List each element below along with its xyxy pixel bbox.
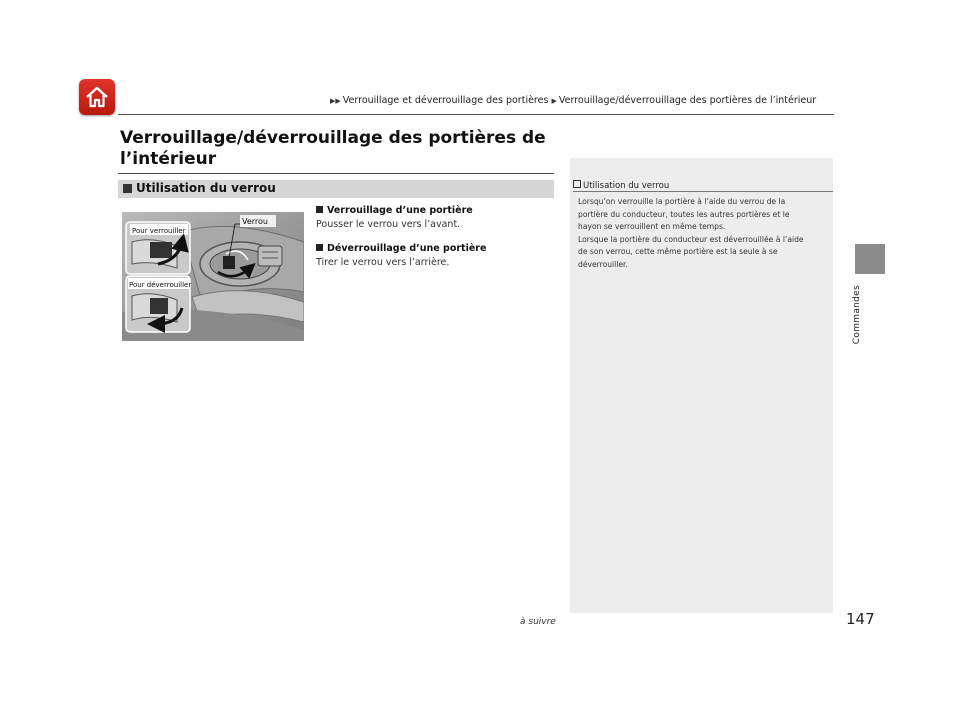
lock-heading-text: Verrouillage d’une portière	[327, 205, 473, 216]
title-divider	[118, 173, 554, 174]
home-button[interactable]	[79, 79, 115, 115]
note-marker-icon	[573, 180, 581, 188]
chapter-tab-label[interactable]: Commandes	[852, 285, 862, 345]
breadcrumb-arrow-icon: ▶▶	[330, 97, 341, 105]
note-text	[578, 196, 818, 271]
note-title	[573, 180, 669, 191]
breadcrumb-item-1[interactable]: Verrouillage et déverrouillage des portières	[342, 95, 549, 106]
square-bullet-icon	[316, 244, 323, 251]
note-line: Lorsqu’on verrouille la portière à l’aide du verrou de la	[578, 197, 786, 206]
note-line: hayon se verrouillent en même temps.	[578, 222, 726, 231]
continued-label: à suivre	[520, 617, 556, 627]
breadcrumb-arrow-icon: ▶	[551, 97, 557, 105]
unlock-text: Tirer le verrou vers l’arrière.	[316, 257, 450, 268]
page-number: 147	[846, 610, 875, 628]
door-lock-illustration	[122, 212, 304, 341]
label-pour-verrouiller: Pour verrouiller	[132, 227, 186, 235]
note-title-text: Utilisation du verrou	[583, 181, 670, 191]
lock-text: Pousser le verrou vers l’avant.	[316, 219, 461, 230]
square-bullet-icon	[123, 184, 132, 193]
note-line: Lorsque la portière du conducteur est déverrouillée à l’aide	[578, 234, 804, 244]
page-title: Verrouillage/déverrouillage des portières de l’intérieur	[120, 128, 546, 169]
unlock-heading	[316, 243, 486, 254]
unlock-heading-text: Déverrouillage d’une portière	[327, 243, 487, 254]
square-bullet-icon	[316, 206, 323, 213]
header-divider	[118, 114, 834, 115]
breadcrumb	[330, 95, 816, 106]
section-title: Utilisation du verrou	[136, 181, 276, 195]
label-verrou: Verrou	[242, 217, 268, 226]
section-header	[118, 180, 554, 198]
note-divider	[573, 191, 833, 192]
note-line: portière du conducteur, toutes les autres portières et le	[578, 209, 790, 219]
lock-heading	[316, 205, 473, 216]
breadcrumb-item-2[interactable]: Verrouillage/déverrouillage des portières de l’intérieur	[558, 95, 817, 106]
chapter-tab[interactable]	[855, 244, 885, 274]
note-line: déverrouiller.	[578, 259, 628, 269]
note-line: de son verrou, cette même portière est la seule à se	[578, 247, 778, 256]
label-pour-deverrouiller: Pour déverrouiller	[129, 281, 192, 289]
home-icon	[83, 83, 111, 111]
